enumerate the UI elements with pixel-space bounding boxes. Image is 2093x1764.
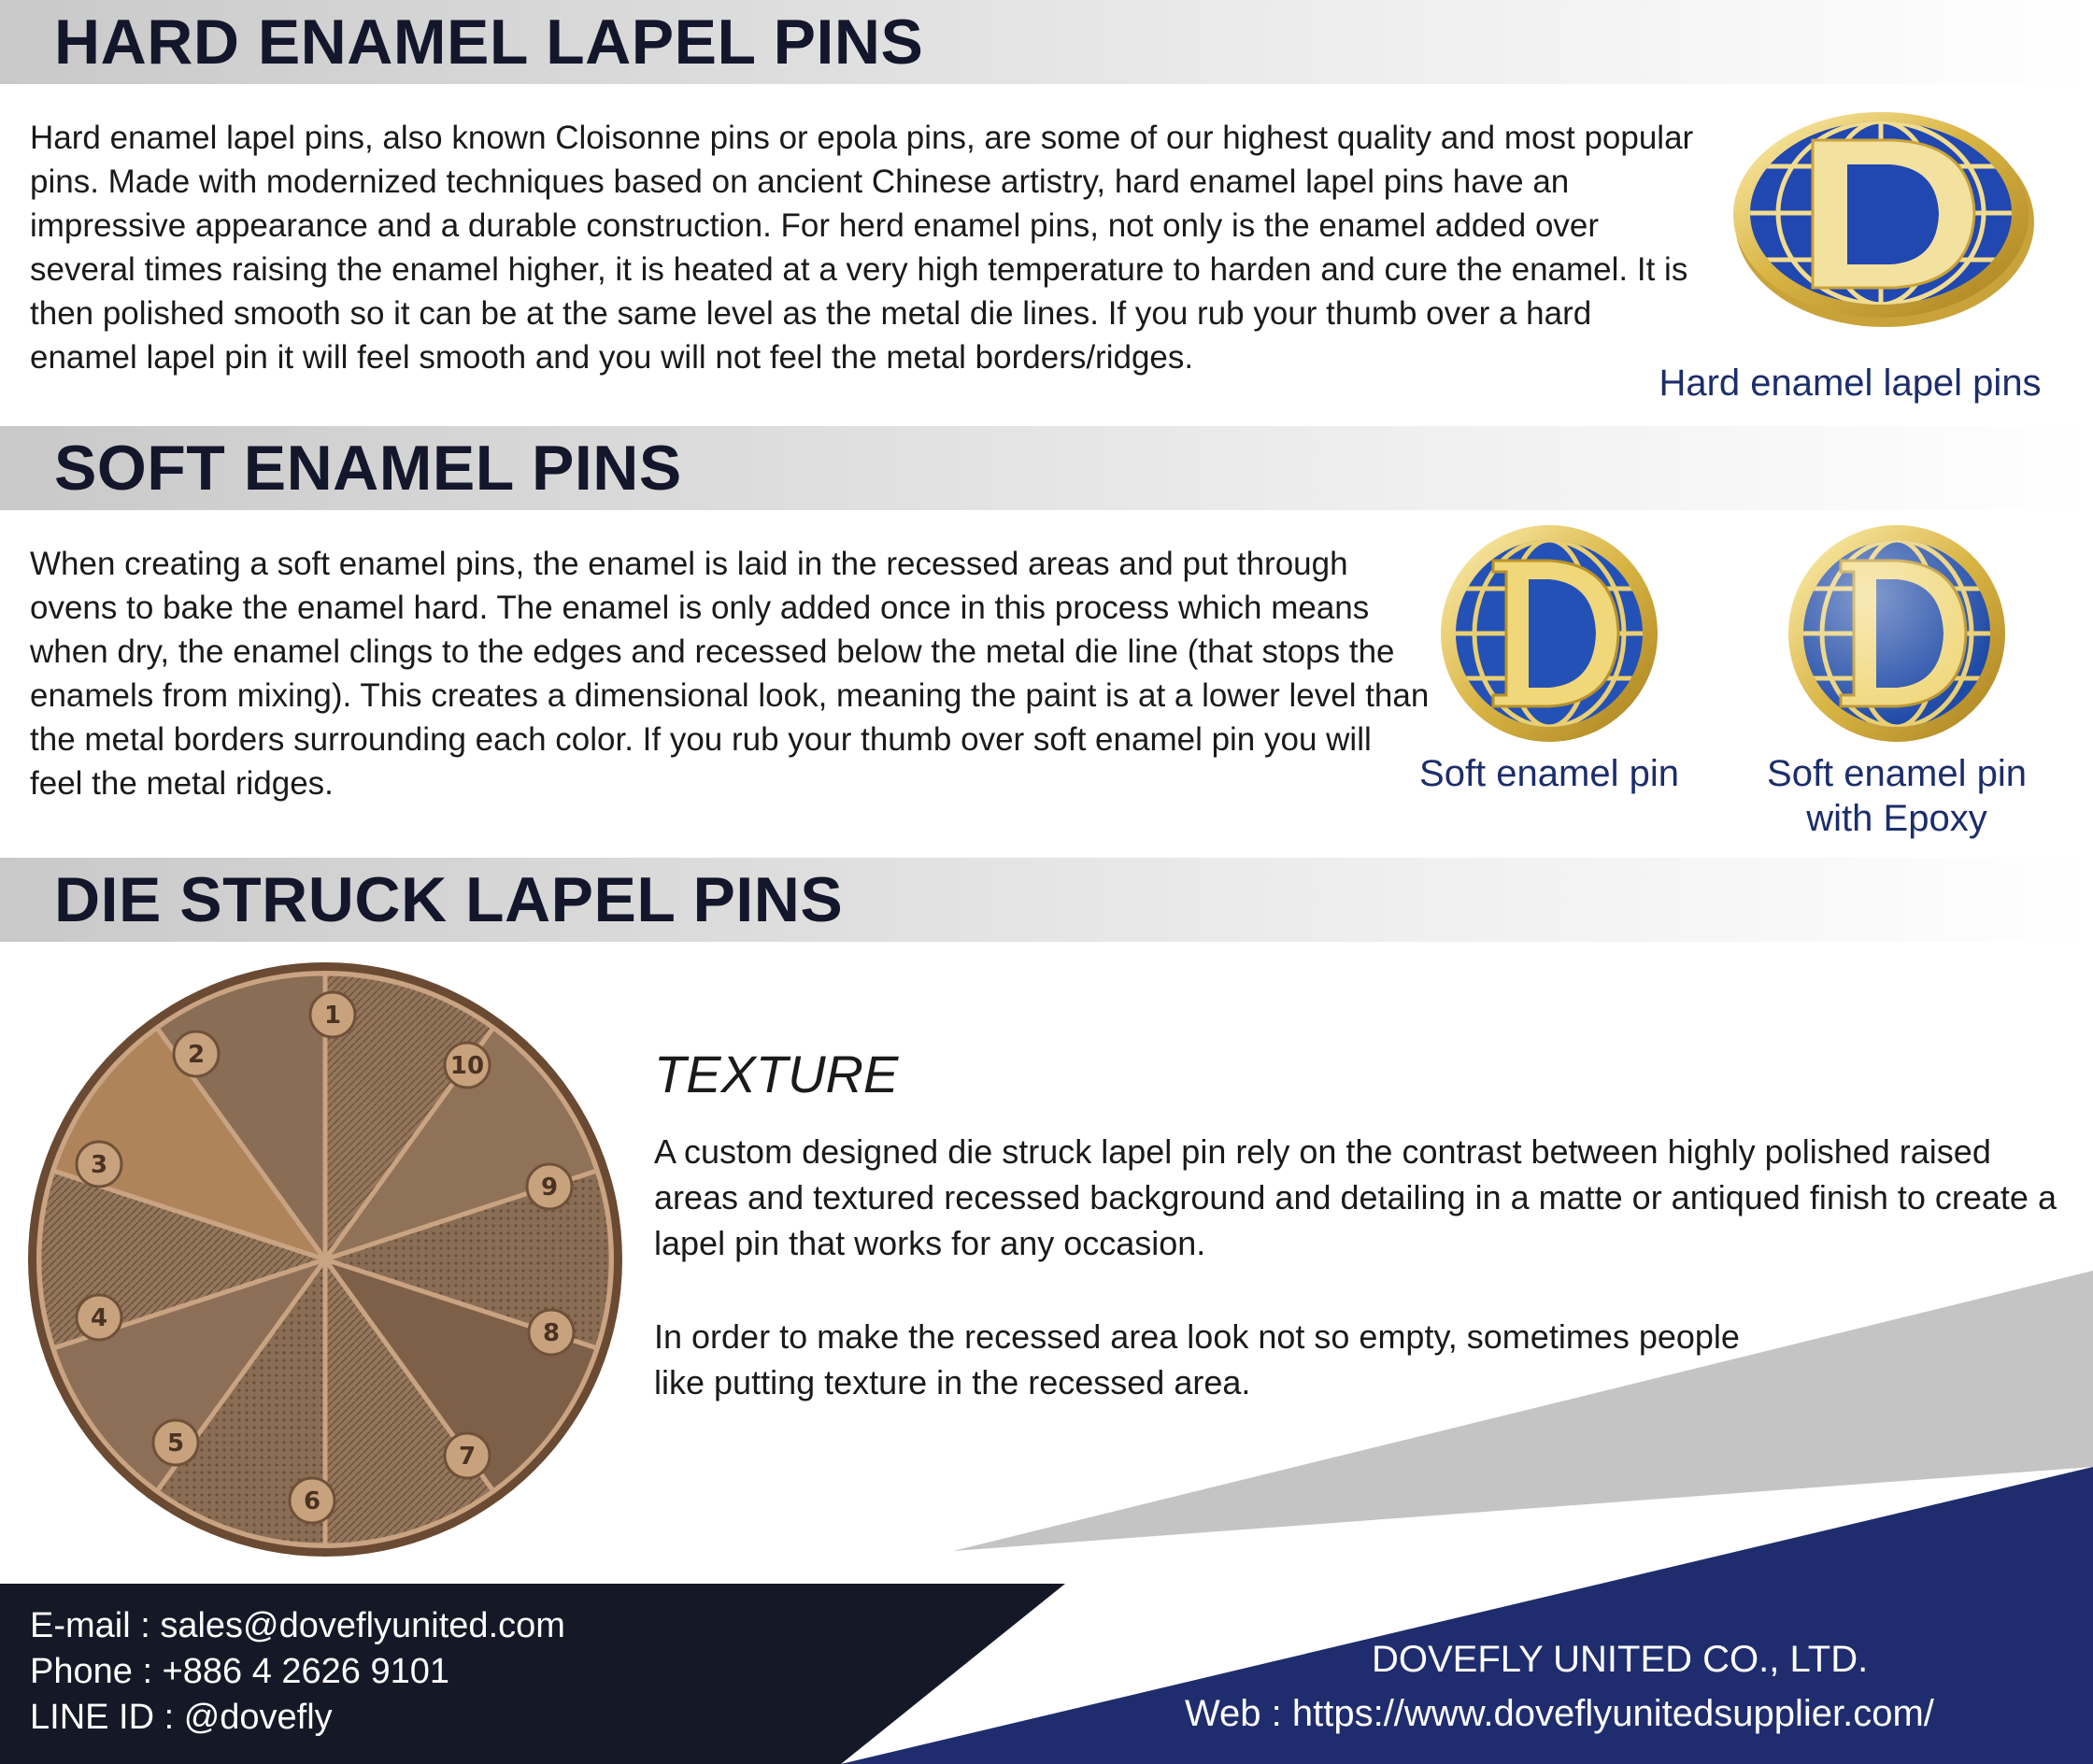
svg-text:4: 4 xyxy=(90,1304,108,1332)
svg-text:1: 1 xyxy=(323,1002,342,1030)
svg-text:2: 2 xyxy=(187,1041,206,1069)
heading-die-struck: DIE STRUCK LAPEL PINS xyxy=(54,864,844,935)
footer-website[interactable]: Web : https://www.doveflyunitedsupplier.com/ xyxy=(1185,1693,1934,1734)
footer-line-id[interactable]: LINE ID : @dovefly xyxy=(30,1698,333,1737)
heading-soft-enamel: SOFT ENAMEL PINS xyxy=(54,433,682,504)
svg-text:10: 10 xyxy=(449,1052,485,1080)
caption-hard-enamel: Hard enamel lapel pins xyxy=(1659,363,2042,404)
svg-text:6: 6 xyxy=(303,1487,321,1515)
svg-text:8: 8 xyxy=(542,1319,561,1347)
subheading-texture: TEXTURE xyxy=(654,1045,899,1103)
svg-text:3: 3 xyxy=(90,1151,108,1179)
paragraph-die-struck-1: A custom designed die struck lapel pin rely on the contrast between highly polished raised areas and textured recessed background and detailing in a matte or antiqued finish to create a lapel pin that works for any occasion. xyxy=(654,1132,2057,1262)
paragraph-die-struck-2: In order to make the recessed area look not so empty, sometimes people like putting texture in the recessed area. xyxy=(654,1317,1740,1401)
svg-text:9: 9 xyxy=(540,1174,559,1202)
footer-company-name: DOVEFLY UNITED CO., LTD. xyxy=(1372,1639,1869,1680)
caption-soft-enamel-epoxy-line2: with Epoxy xyxy=(1806,798,1987,839)
svg-text:5: 5 xyxy=(166,1430,185,1458)
caption-soft-enamel-epoxy-line1: Soft enamel pin xyxy=(1767,753,2027,794)
paragraph-soft-enamel: When creating a soft enamel pins, the enamel is laid in the recessed areas and put through ovens to bake the enamel hard. The enamel is only added once in this process which means when dry, the enamel clings to the edges and recessed below the metal die line (that stops the enamels from mixing). This creates a dimensional look, meaning the paint is at a lower level than the metal borders surrounding each color. If you rub your thumb over soft enamel pin you will feel the metal ridges. xyxy=(30,546,1430,802)
footer-email[interactable]: E-mail : sales@doveflyunited.com xyxy=(30,1606,565,1645)
heading-hard-enamel: HARD ENAMEL LAPEL PINS xyxy=(54,7,924,78)
svg-text:7: 7 xyxy=(458,1443,477,1471)
footer-phone[interactable]: Phone : +886 4 2626 9101 xyxy=(30,1652,450,1691)
paragraph-hard-enamel: Hard enamel lapel pins, also known Cloisonne pins or epola pins, are some of our highest quality and most popular pins. Made with modernized techniques based on ancient Chinese artistry, hard enamel lapel pins have an impressive appearance and a durable construction. For herd enamel pins, not only is the enamel added over several times raising the enamel higher, it is heated at a very high temperature to harden and cure the enamel. It is then polished smooth so it can be at the same level as the metal die lines. If you rub your thumb over a hard enamel lapel pin it will feel smooth and you will not feel the metal borders/ridges. xyxy=(30,120,1694,376)
caption-soft-enamel: Soft enamel pin xyxy=(1419,753,1679,794)
